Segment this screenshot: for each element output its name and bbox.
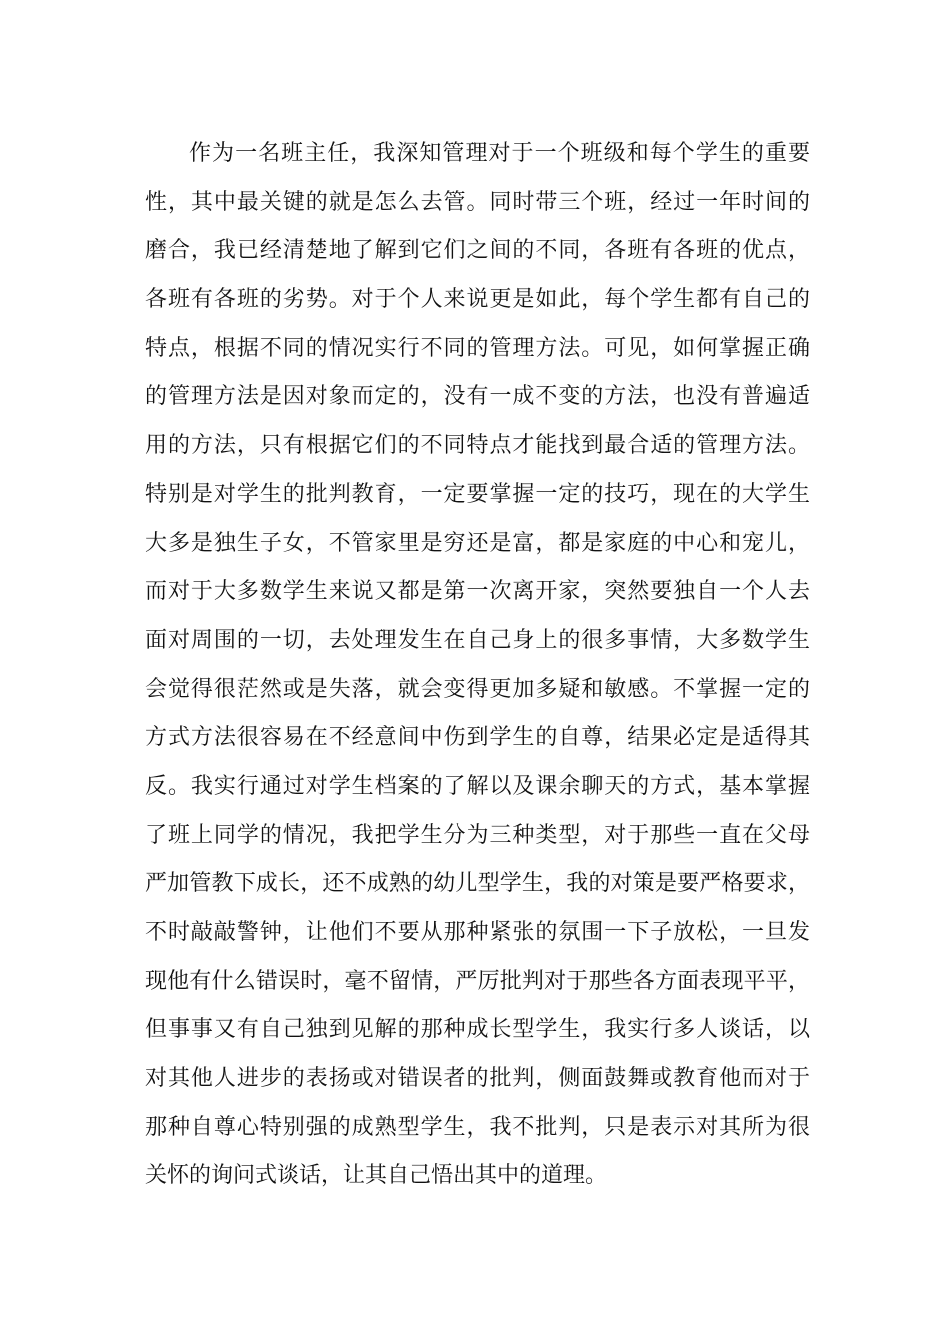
paragraph-line: 不时敲敲警钟，让他们不要从那种紧张的氛围一下子放松，一旦发 — [145, 920, 810, 945]
body-paragraph — [145, 130, 810, 1201]
paragraph-line: 反。我实行通过对学生档案的了解以及课余聊天的方式，基本掌握 — [145, 773, 810, 799]
paragraph-line: 但事事又有自己独到见解的那种成长型学生，我实行多人谈话，以 — [145, 1017, 810, 1043]
paragraph-line: 作为一名班主任，我深知管理对于一个班级和每个学生的重要 — [189, 141, 810, 166]
paragraph-line: 关怀的询问式谈话，让其自己悟出其中的道理。 — [145, 1163, 608, 1189]
paragraph-line: 而对于大多数学生来说又都是第一次离开家，突然要独自一个人去 — [145, 579, 810, 605]
paragraph-line: 严加管教下成长，还不成熟的幼儿型学生，我的对策是要严格要求， — [145, 871, 810, 897]
paragraph-line: 大多是独生子女，不管家里是穷还是富，都是家庭的中心和宠儿， — [145, 530, 810, 556]
paragraph-line: 会觉得很茫然或是失落，就会变得更加多疑和敏感。不掌握一定的 — [145, 676, 810, 702]
paragraph-line: 用的方法，只有根据它们的不同特点才能找到最合适的管理方法。 — [145, 433, 810, 459]
paragraph-line: 特点，根据不同的情况实行不同的管理方法。可见，如何掌握正确 — [145, 335, 810, 361]
paragraph-line: 现他有什么错误时，毫不留情，严厉批判对于那些各方面表现平平， — [145, 968, 810, 994]
paragraph-line: 对其他人进步的表扬或对错误者的批判，侧面鼓舞或教育他而对于 — [145, 1066, 810, 1092]
paragraph-line: 磨合，我已经清楚地了解到它们之间的不同，各班有各班的优点， — [145, 238, 810, 264]
paragraph-line: 了班上同学的情况，我把学生分为三种类型，对于那些一直在父母 — [145, 822, 810, 848]
paragraph-line: 面对周围的一切，去处理发生在自己身上的很多事情，大多数学生 — [145, 627, 810, 653]
paragraph-line: 方式方法很容易在不经意间中伤到学生的自尊，结果必定是适得其 — [145, 725, 810, 751]
paragraph-line: 那种自尊心特别强的成熟型学生，我不批判，只是表示对其所为很 — [145, 1114, 810, 1140]
paragraph-line: 特别是对学生的批判教育，一定要掌握一定的技巧，现在的大学生 — [145, 481, 810, 507]
paragraph-line: 性，其中最关键的就是怎么去管。同时带三个班，经过一年时间的 — [145, 189, 810, 215]
paragraph-line: 的管理方法是因对象而定的，没有一成不变的方法，也没有普遍适 — [145, 384, 810, 410]
paragraph-line: 各班有各班的劣势。对于个人来说更是如此，每个学生都有自己的 — [145, 287, 810, 313]
